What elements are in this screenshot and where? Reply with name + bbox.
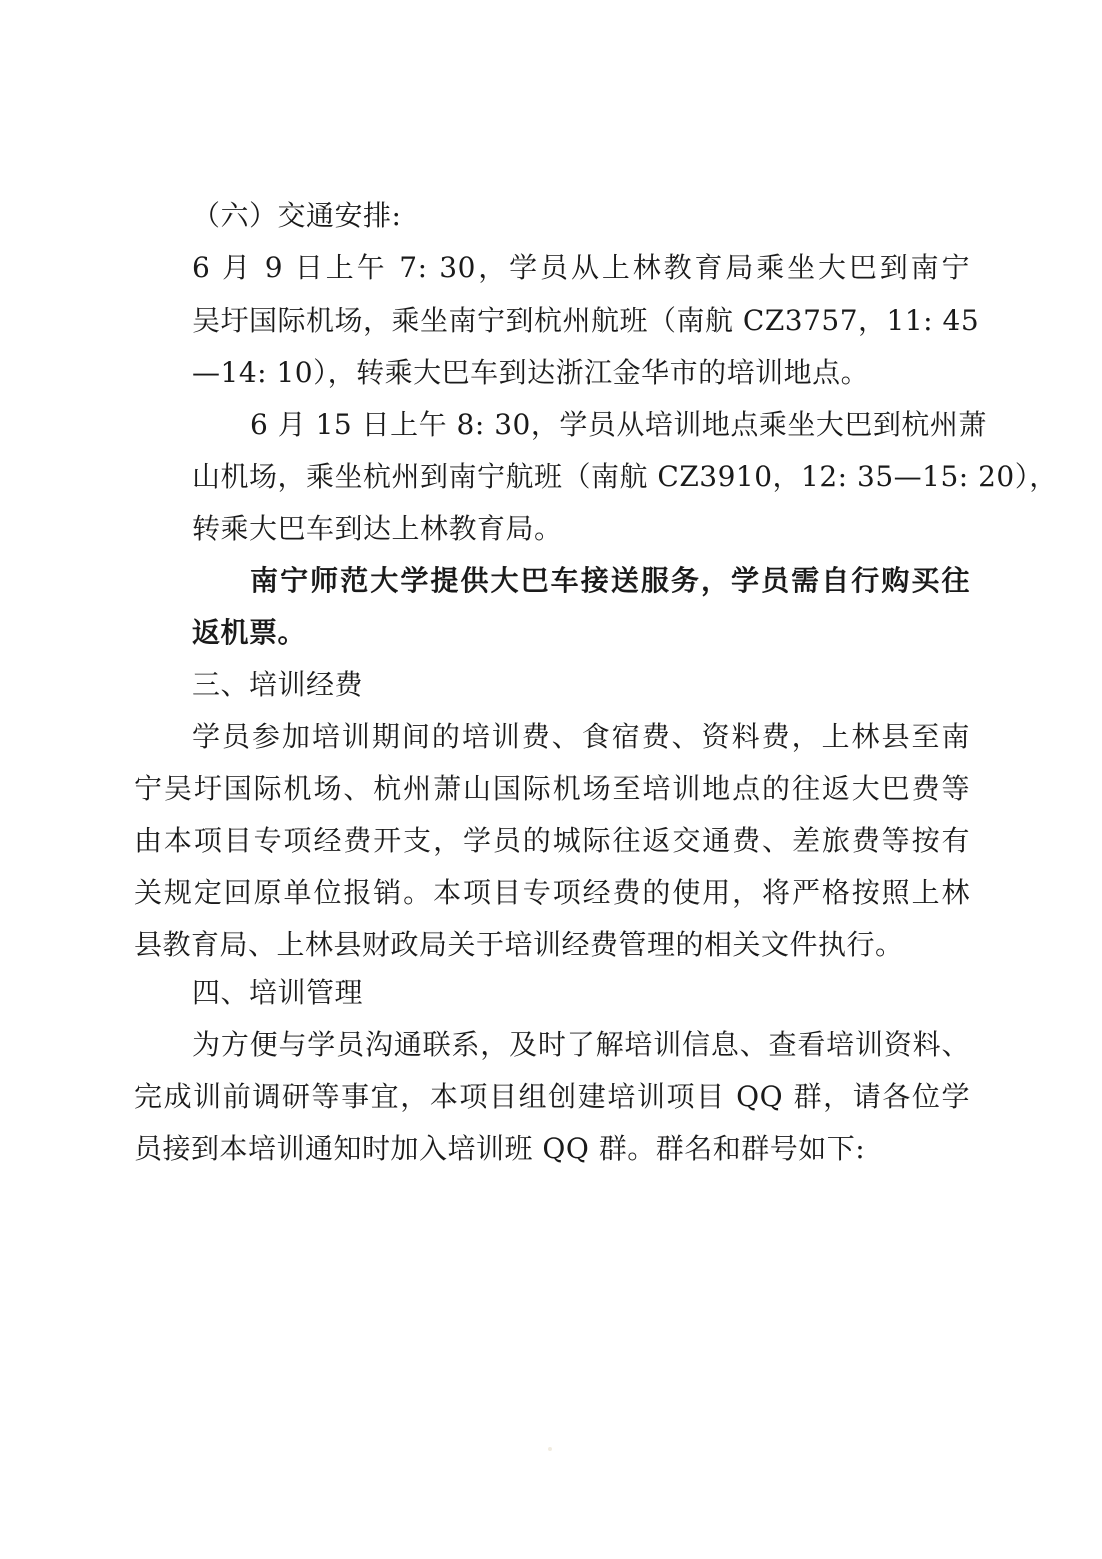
bus-service-note-line2: 返机票。 <box>192 616 307 649</box>
bus-service-note-line1: 南宁师范大学提供大巴车接送服务，学员需自行购买往 <box>250 564 970 597</box>
funding-para-line4: 关规定回原单位报销。本项目专项经费的使用，将严格按照上林 <box>134 876 970 909</box>
transport-para2-line3: 转乘大巴车到达上林教育局。 <box>192 512 563 545</box>
transport-para1-line1: 6 月 9 日上午 7: 30，学员从上林教育局乘坐大巴到南宁 <box>192 251 970 284</box>
transport-para1-line3: —14: 10），转乘大巴车到达浙江金华市的培训地点。 <box>192 356 870 389</box>
management-para-line2: 完成训前调研等事宜，本项目组创建培训项目 QQ 群，请各位学 <box>134 1080 970 1113</box>
funding-para-line3: 由本项目专项经费开支，学员的城际往返交通费、差旅费等按有 <box>134 824 970 857</box>
scan-speck <box>548 1447 552 1451</box>
transport-para1-line2: 吴圩国际机场，乘坐南宁到杭州航班（南航 CZ3757，11: 45 <box>192 304 980 337</box>
funding-heading: 三、培训经费 <box>192 668 364 701</box>
management-heading: 四、培训管理 <box>192 976 364 1009</box>
transport-para2-line2: 山机场，乘坐杭州到南宁航班（南航 CZ3910，12: 35—15: 20）， <box>192 460 1058 493</box>
transport-para2-line1: 6 月 15 日上午 8: 30，学员从培训地点乘坐大巴到杭州萧 <box>250 408 987 441</box>
management-para-line1: 为方便与学员沟通联系，及时了解培训信息、查看培训资料、 <box>192 1028 970 1061</box>
funding-para-line1: 学员参加培训期间的培训费、食宿费、资料费，上林县至南 <box>192 720 970 753</box>
transport-heading: （六）交通安排: <box>192 199 402 232</box>
funding-para-line5: 县教育局、上林县财政局关于培训经费管理的相关文件执行。 <box>134 928 904 961</box>
management-para-line3: 员接到本培训通知时加入培训班 QQ 群。群名和群号如下: <box>134 1132 866 1165</box>
funding-para-line2: 宁吴圩国际机场、杭州萧山国际机场至培训地点的往返大巴费等 <box>134 772 970 805</box>
